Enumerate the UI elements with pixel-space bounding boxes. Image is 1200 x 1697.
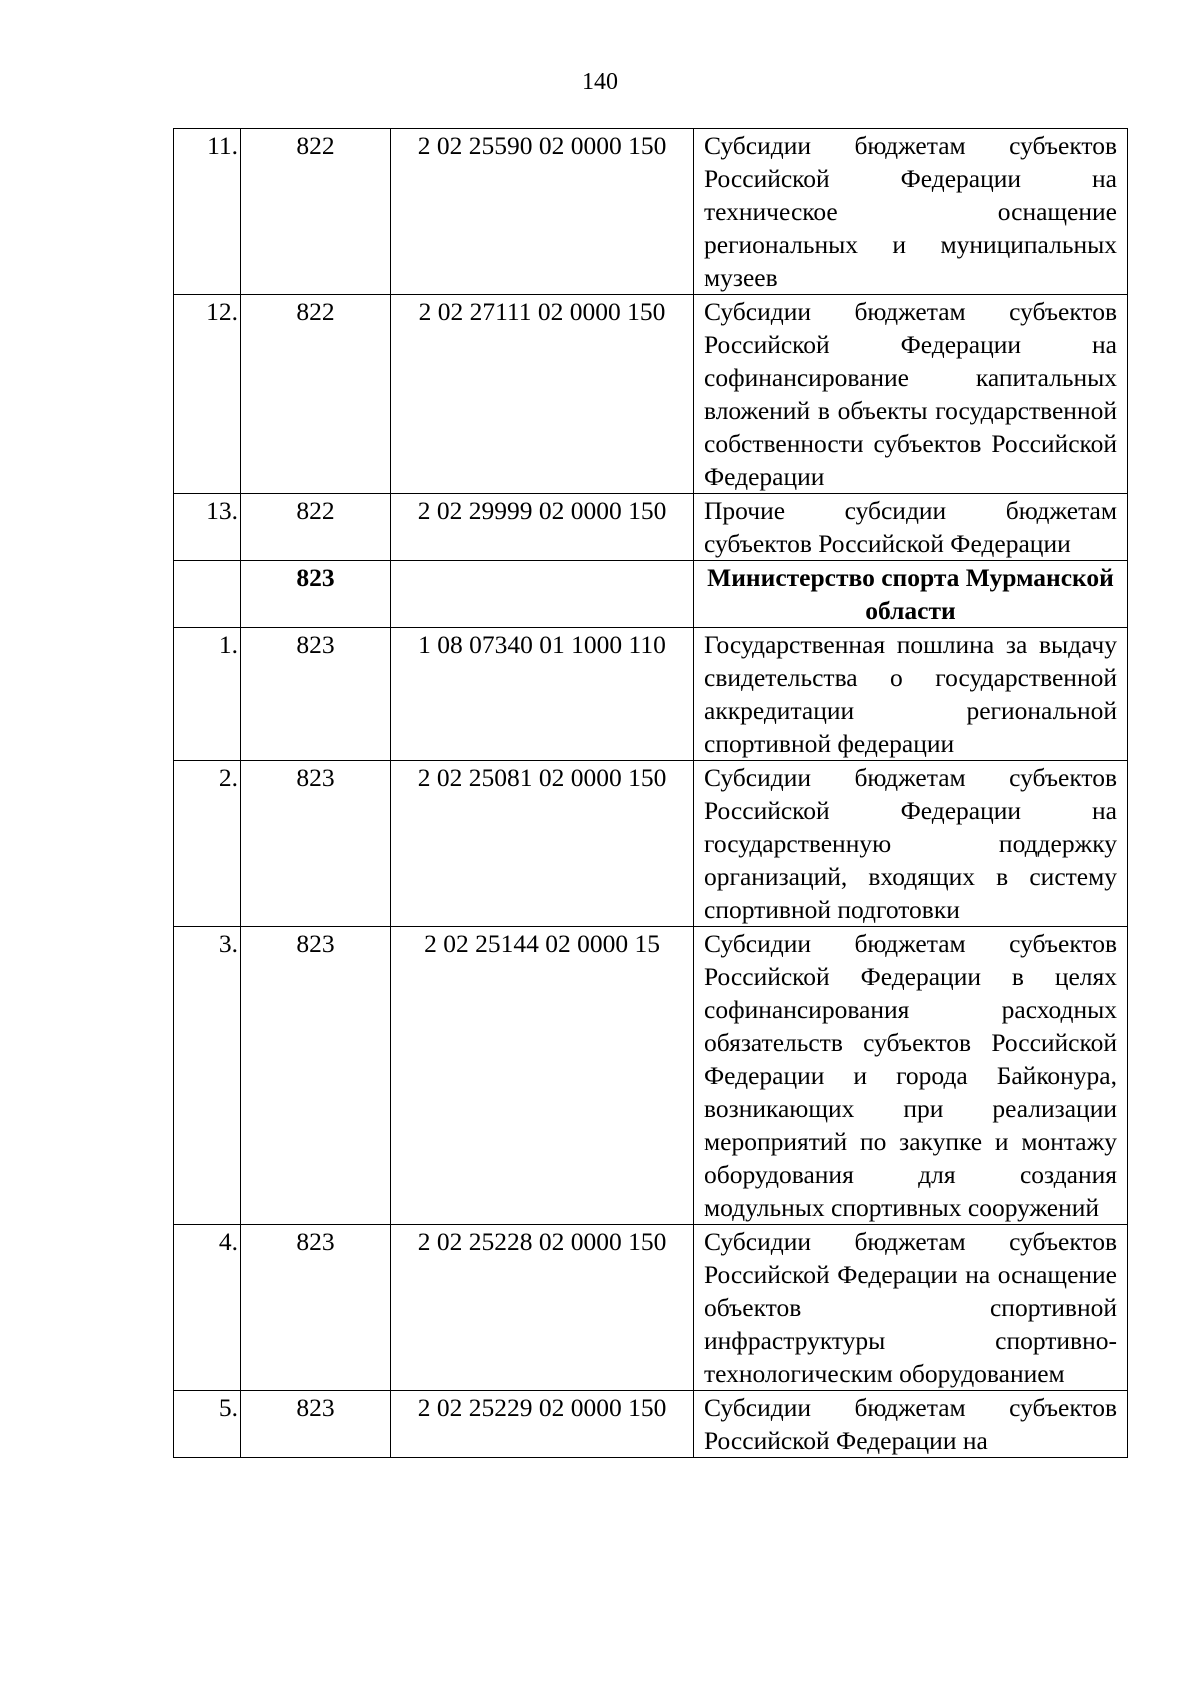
budget-classification-code: 2 02 25081 02 0000 150 [391,761,694,927]
table-row [174,1225,1128,1391]
page-number: 140 [582,69,618,95]
administrator-code: 822 [241,494,391,561]
revenue-description: Субсидии бюджетам субъектов Российской Федерации на техническое оснащение региональных и муниципальных музеев [694,129,1128,295]
table-row [174,1391,1128,1458]
budget-classification-code [391,561,694,628]
budget-classification-code: 2 02 25144 02 0000 15 [391,927,694,1225]
row-number: 3. [174,927,241,1225]
row-number: 2. [174,761,241,927]
table-row [174,628,1128,761]
budget-classification-code: 1 08 07340 01 1000 110 [391,628,694,761]
revenue-description: Прочие субсидии бюджетам субъектов Российской Федерации [694,494,1128,561]
administrator-code: 822 [241,129,391,295]
section-title: Министерство спорта Мурманской области [694,561,1128,628]
section-header-row [174,561,1128,628]
row-number: 11. [174,129,241,295]
administrator-code: 823 [241,561,391,628]
revenue-description: Государственная пошлина за выдачу свидетельства о государственной аккредитации региональной спортивной федерации [694,628,1128,761]
row-number: 4. [174,1225,241,1391]
administrator-code: 823 [241,1391,391,1458]
row-number: 13. [174,494,241,561]
administrator-code: 823 [241,1225,391,1391]
table-row [174,494,1128,561]
revenue-description: Субсидии бюджетам субъектов Российской Федерации на [694,1391,1128,1458]
row-number: 1. [174,628,241,761]
row-number [174,561,241,628]
budget-classification-code: 2 02 25228 02 0000 150 [391,1225,694,1391]
budget-classification-code: 2 02 29999 02 0000 150 [391,494,694,561]
table-row [174,129,1128,295]
administrator-code: 822 [241,295,391,494]
table-row [174,761,1128,927]
revenue-description: Субсидии бюджетам субъектов Российской Федерации на государственную поддержку организаций, входящих в систему спортивной подготовки [694,761,1128,927]
table-row [174,295,1128,494]
revenue-description: Субсидии бюджетам субъектов Российской Федерации на оснащение объектов спортивной инфраструктуры спортивно-технологическим оборудованием [694,1225,1128,1391]
administrator-code: 823 [241,628,391,761]
administrator-code: 823 [241,927,391,1225]
row-number: 5. [174,1391,241,1458]
administrator-code: 823 [241,761,391,927]
row-number: 12. [174,295,241,494]
budget-classification-code: 2 02 25590 02 0000 150 [391,129,694,295]
budget-classification-code: 2 02 25229 02 0000 150 [391,1391,694,1458]
revenue-codes-table [173,128,1128,1458]
revenue-description: Субсидии бюджетам субъектов Российской Федерации на софинансирование капитальных вложений в объекты государственной собственности субъектов Российской Федерации [694,295,1128,494]
revenue-description: Субсидии бюджетам субъектов Российской Федерации в целях софинансирования расходных обязательств субъектов Российской Федерации и города Байконура, возникающих при реализации мероприятий по закупке и монтажу оборудования для создания модульных спортивных сооружений [694,927,1128,1225]
table-row [174,927,1128,1225]
budget-classification-code: 2 02 27111 02 0000 150 [391,295,694,494]
